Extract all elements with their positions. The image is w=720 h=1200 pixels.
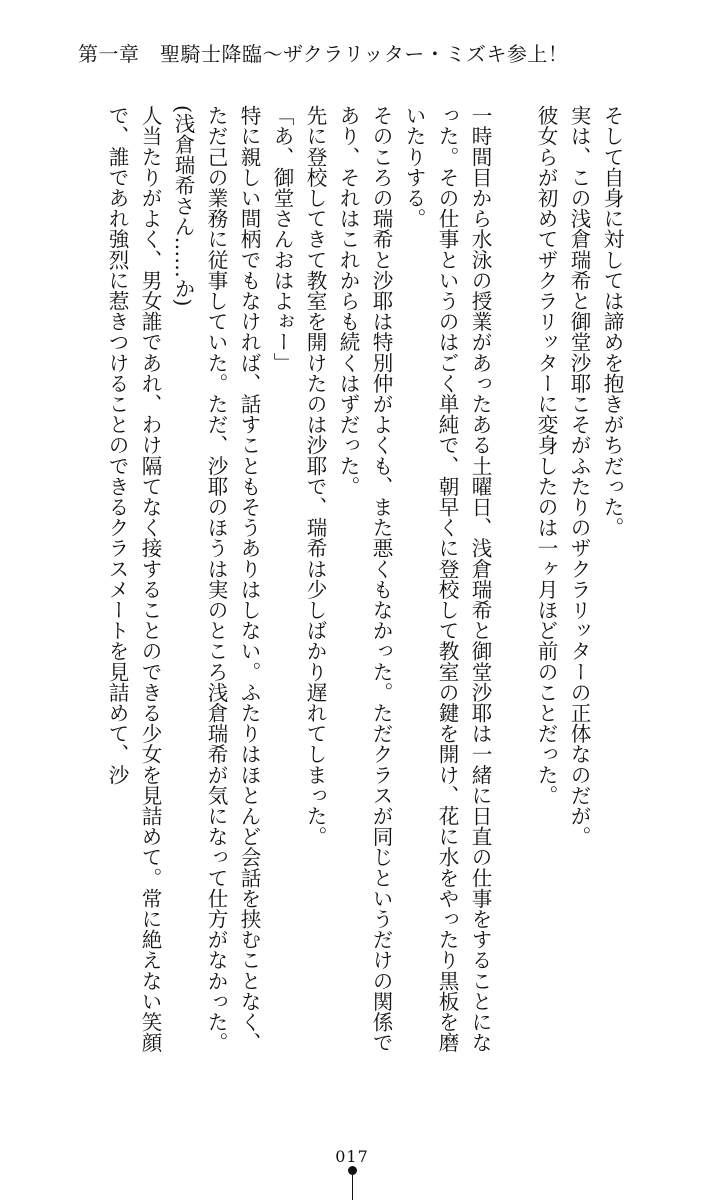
page-number: 017 [335, 1147, 369, 1166]
page-ornament-icon [344, 1166, 360, 1200]
paragraph: 実は、この浅倉瑞希と御堂沙耶こそがふたりのザクラリッターの正体なのだが。 [567, 105, 591, 847]
ornament-dot [348, 1166, 357, 1175]
paragraph: そのころの瑞希と沙耶は特別仲がよくも、また悪くもなかった。ただクラスが同じというだけの関係であり、それはこれからも続くはずだった。 [336, 105, 393, 1053]
paragraph: 特に親しい間柄でもなければ、話すこともそうありはしない。ふたりはほとんど会話を挟むことなく、ただ己の業務に従事していた。ただ、沙耶のほうは実のところ浅倉瑞希が気になって仕方がなかった。 [204, 105, 261, 1053]
paragraph: そして自身に対しては諦めを抱きがちだった。 [600, 105, 624, 538]
thought-line: (浅倉瑞希さん……か) [171, 105, 195, 307]
paragraph: 人当たりがよく、男女誰であれ、わけ隔てなく接することのできる少女を見詰めて。常に絶えない笑顔で、誰であれ強烈に惹きつけることのできるクラスメートを見詰めて、沙 [105, 105, 162, 1053]
running-title: 第一章 聖騎士降臨～ザクラリッター・ミズキ参上！ [78, 42, 569, 66]
blank-line [496, 105, 529, 1065]
paragraph: 彼女らが初めてザクラリッターに変身したのは一ヶ月ほど前のことだった。 [534, 105, 558, 806]
dialogue-line: 「あ、御堂さんおはよぉー」 [270, 105, 294, 373]
body-text [68, 105, 628, 1065]
paragraph: 一時間目から水泳の授業があったある土曜日、浅倉瑞希と御堂沙耶は一緒に日直の仕事をすることになった。その仕事というのはごく単純で、朝早くに登校して教室の鍵を開け、花に水をやったり黒板を磨いたりする。 [402, 105, 492, 1053]
ornament-line [352, 1175, 353, 1200]
paragraph: 先に登校してきて教室を開けたのは沙耶で、瑞希は少しばかり遅れてしまった。 [303, 105, 327, 847]
